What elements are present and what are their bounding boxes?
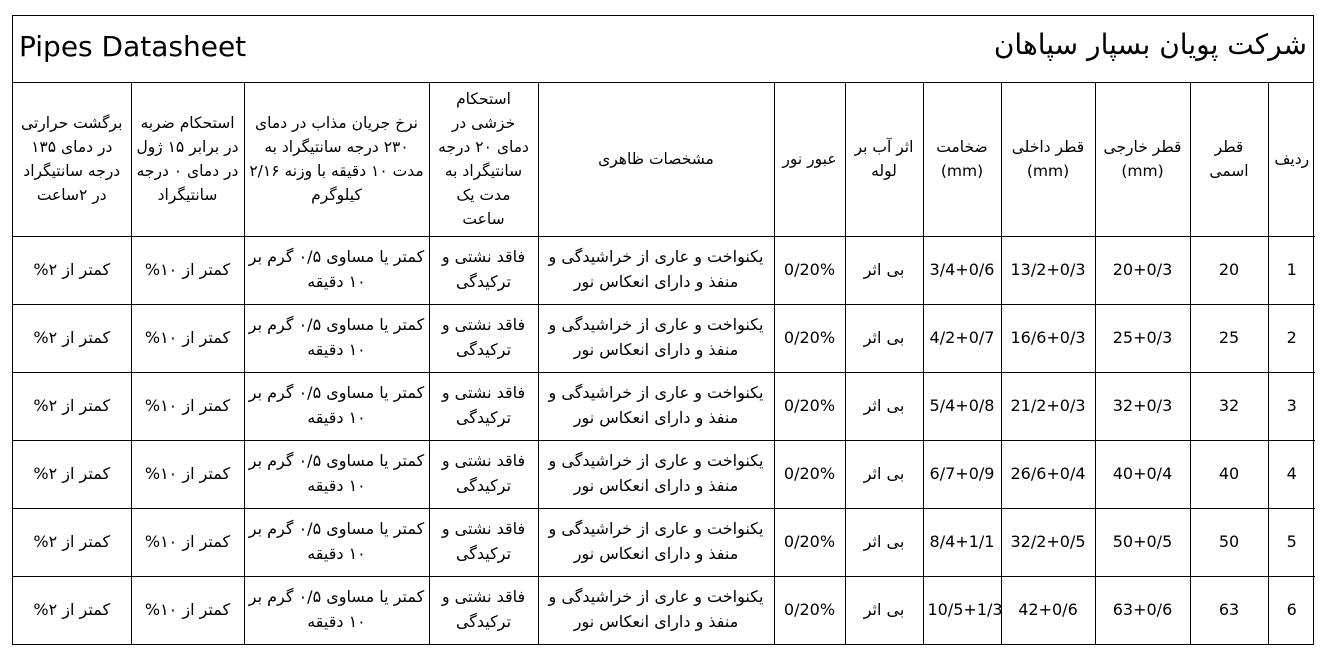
header-row <box>13 83 1315 236</box>
cell-inner-diameter: 42+0/6 <box>1001 576 1095 644</box>
cell-creep-strength: فاقد نشتی و ترکیدگی <box>429 508 538 576</box>
cell-creep-strength: فاقد نشتی و ترکیدگی <box>429 304 538 372</box>
cell-nominal-diameter: 63 <box>1190 576 1268 644</box>
cell-row-number: 3 <box>1268 372 1315 440</box>
cell-heat-reversion: کمتر از ۲% <box>13 440 131 508</box>
cell-impact-strength: کمتر از ۱۰% <box>131 508 244 576</box>
cell-creep-strength: فاقد نشتی و ترکیدگی <box>429 576 538 644</box>
cell-melt-flow-rate: کمتر یا مساوی ۰/۵ گرم بر ۱۰ دقیقه <box>244 372 429 440</box>
cell-outer-diameter: 25+0/3 <box>1095 304 1190 372</box>
cell-heat-reversion: کمتر از ۲% <box>13 508 131 576</box>
cell-appearance: یکنواخت و عاری از خراشیدگی و منفذ و دارای انعکاس نور <box>538 440 774 508</box>
cell-heat-reversion: کمتر از ۲% <box>13 372 131 440</box>
cell-inner-diameter: 16/6+0/3 <box>1001 304 1095 372</box>
table-row <box>13 508 1315 576</box>
cell-thickness: 3/4+0/6 <box>923 236 1001 304</box>
cell-impact-strength: کمتر از ۱۰% <box>131 576 244 644</box>
header-cell: قطر اسمی <box>1190 83 1268 236</box>
cell-heat-reversion: کمتر از ۲% <box>13 576 131 644</box>
cell-row-number: 1 <box>1268 236 1315 304</box>
cell-row-number: 2 <box>1268 304 1315 372</box>
cell-melt-flow-rate: کمتر یا مساوی ۰/۵ گرم بر ۱۰ دقیقه <box>244 508 429 576</box>
cell-water-effect: بی اثر <box>845 576 923 644</box>
header-cell: استحکام خزشی در دمای ۲۰ درجه سانتیگراد به مدت یک ساعت <box>429 83 538 236</box>
cell-melt-flow-rate: کمتر یا مساوی ۰/۵ گرم بر ۱۰ دقیقه <box>244 304 429 372</box>
header-cell: عبور نور <box>774 83 845 236</box>
cell-impact-strength: کمتر از ۱۰% <box>131 304 244 372</box>
header-cell: قطر خارجی (mm) <box>1095 83 1190 236</box>
header-cell: قطر داخلی (mm) <box>1001 83 1095 236</box>
cell-thickness: 5/4+0/8 <box>923 372 1001 440</box>
cell-heat-reversion: کمتر از ۲% <box>13 236 131 304</box>
cell-appearance: یکنواخت و عاری از خراشیدگی و منفذ و دارای انعکاس نور <box>538 508 774 576</box>
cell-appearance: یکنواخت و عاری از خراشیدگی و منفذ و دارای انعکاس نور <box>538 372 774 440</box>
cell-creep-strength: فاقد نشتی و ترکیدگی <box>429 236 538 304</box>
cell-inner-diameter: 26/6+0/4 <box>1001 440 1095 508</box>
cell-outer-diameter: 32+0/3 <box>1095 372 1190 440</box>
cell-impact-strength: کمتر از ۱۰% <box>131 236 244 304</box>
header-cell: ضخامت (mm) <box>923 83 1001 236</box>
cell-thickness: 10/5+1/3 <box>923 576 1001 644</box>
datasheet-title: Pipes Datasheet <box>19 30 247 63</box>
datasheet <box>12 15 1314 645</box>
company-name: شرکت پویان بسپار سپاهان <box>993 28 1307 61</box>
cell-appearance: یکنواخت و عاری از خراشیدگی و منفذ و دارای انعکاس نور <box>538 236 774 304</box>
cell-light-transmission: 0/20% <box>774 372 845 440</box>
table-row <box>13 372 1315 440</box>
cell-outer-diameter: 50+0/5 <box>1095 508 1190 576</box>
cell-outer-diameter: 40+0/4 <box>1095 440 1190 508</box>
cell-inner-diameter: 32/2+0/5 <box>1001 508 1095 576</box>
cell-water-effect: بی اثر <box>845 372 923 440</box>
header-cell: ردیف <box>1268 83 1315 236</box>
header-cell: استحکام ضربه در برابر ۱۵ ژول در دمای ۰ درجه سانتیگراد <box>131 83 244 236</box>
cell-row-number: 4 <box>1268 440 1315 508</box>
cell-row-number: 5 <box>1268 508 1315 576</box>
cell-impact-strength: کمتر از ۱۰% <box>131 372 244 440</box>
pipes-table <box>13 83 1315 644</box>
cell-appearance: یکنواخت و عاری از خراشیدگی و منفذ و دارای انعکاس نور <box>538 576 774 644</box>
cell-creep-strength: فاقد نشتی و ترکیدگی <box>429 440 538 508</box>
cell-creep-strength: فاقد نشتی و ترکیدگی <box>429 372 538 440</box>
cell-water-effect: بی اثر <box>845 508 923 576</box>
cell-nominal-diameter: 50 <box>1190 508 1268 576</box>
cell-nominal-diameter: 20 <box>1190 236 1268 304</box>
cell-melt-flow-rate: کمتر یا مساوی ۰/۵ گرم بر ۱۰ دقیقه <box>244 236 429 304</box>
cell-row-number: 6 <box>1268 576 1315 644</box>
cell-water-effect: بی اثر <box>845 236 923 304</box>
cell-nominal-diameter: 32 <box>1190 372 1268 440</box>
cell-thickness: 4/2+0/7 <box>923 304 1001 372</box>
cell-appearance: یکنواخت و عاری از خراشیدگی و منفذ و دارای انعکاس نور <box>538 304 774 372</box>
cell-inner-diameter: 13/2+0/3 <box>1001 236 1095 304</box>
cell-impact-strength: کمتر از ۱۰% <box>131 440 244 508</box>
cell-outer-diameter: 20+0/3 <box>1095 236 1190 304</box>
cell-light-transmission: 0/20% <box>774 440 845 508</box>
cell-light-transmission: 0/20% <box>774 304 845 372</box>
cell-water-effect: بی اثر <box>845 440 923 508</box>
cell-nominal-diameter: 25 <box>1190 304 1268 372</box>
cell-nominal-diameter: 40 <box>1190 440 1268 508</box>
cell-light-transmission: 0/20% <box>774 576 845 644</box>
cell-outer-diameter: 63+0/6 <box>1095 576 1190 644</box>
cell-thickness: 6/7+0/9 <box>923 440 1001 508</box>
cell-heat-reversion: کمتر از ۲% <box>13 304 131 372</box>
table-row <box>13 440 1315 508</box>
table-row <box>13 304 1315 372</box>
cell-melt-flow-rate: کمتر یا مساوی ۰/۵ گرم بر ۱۰ دقیقه <box>244 576 429 644</box>
title-bar <box>13 16 1313 83</box>
table-row <box>13 576 1315 644</box>
header-cell: اثر آب بر لوله <box>845 83 923 236</box>
header-cell: نرخ جریان مذاب در دمای ۲۳۰ درجه سانتیگراد به مدت ۱۰ دقیقه با وزنه ۲/۱۶ کیلوگرم <box>244 83 429 236</box>
cell-light-transmission: 0/20% <box>774 508 845 576</box>
header-cell: مشخصات ظاهری <box>538 83 774 236</box>
table-row <box>13 236 1315 304</box>
cell-water-effect: بی اثر <box>845 304 923 372</box>
cell-inner-diameter: 21/2+0/3 <box>1001 372 1095 440</box>
cell-melt-flow-rate: کمتر یا مساوی ۰/۵ گرم بر ۱۰ دقیقه <box>244 440 429 508</box>
cell-thickness: 8/4+1/1 <box>923 508 1001 576</box>
header-cell: برگشت حرارتی در دمای ۱۳۵ درجه سانتیگراد در ۲ساعت <box>13 83 131 236</box>
cell-light-transmission: 0/20% <box>774 236 845 304</box>
